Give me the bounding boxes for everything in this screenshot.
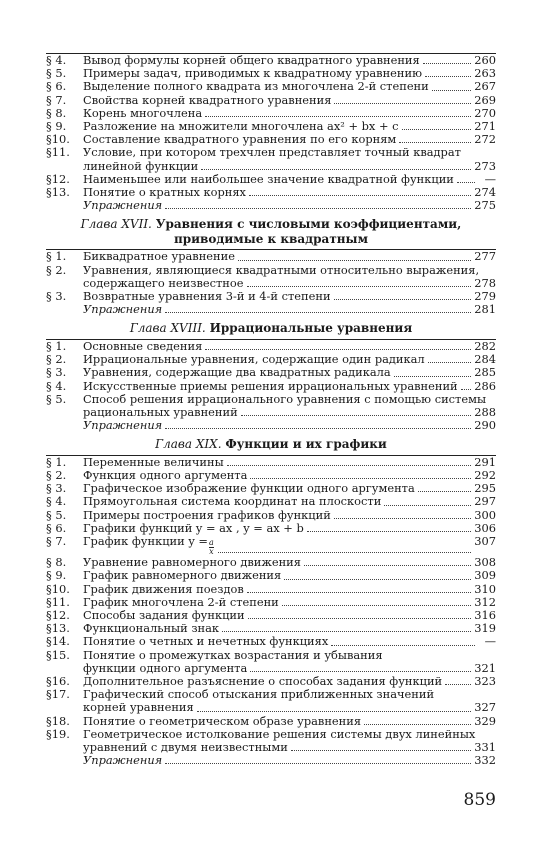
entry-number: § 4. bbox=[46, 378, 67, 393]
entry-page: 274 bbox=[474, 185, 496, 200]
entry-number: § 8. bbox=[46, 555, 67, 570]
entry-title: График многочлена 2-й степени bbox=[83, 594, 279, 609]
entry-page: 277 bbox=[474, 249, 496, 264]
entry-number: § 9. bbox=[46, 119, 67, 134]
entry-body bbox=[83, 264, 496, 290]
entry-title: Биквадратное уравнение bbox=[83, 249, 235, 264]
entry-page: 292 bbox=[474, 468, 496, 483]
entry-page: 291 bbox=[474, 454, 496, 469]
toc-entry[interactable] bbox=[46, 583, 496, 596]
entry-body bbox=[83, 495, 496, 508]
dot-leader bbox=[247, 592, 471, 593]
chapter-title: Уравнения с числовыми коэффициентами, bbox=[155, 217, 462, 232]
toc-entry[interactable] bbox=[46, 688, 496, 714]
entry-title: Прямоугольная система координат на плоскости bbox=[83, 494, 382, 509]
entry-number: § 5. bbox=[46, 507, 67, 522]
entry-body bbox=[83, 583, 496, 596]
entry-number: § 1. bbox=[46, 338, 67, 353]
toc-entry[interactable] bbox=[46, 419, 496, 432]
entry-line bbox=[83, 583, 496, 596]
entry-title: Уравнение равномерного движения bbox=[83, 555, 301, 570]
entry-body bbox=[83, 649, 496, 675]
entry-page: 282 bbox=[474, 338, 496, 353]
entry-number: § 4. bbox=[46, 53, 67, 67]
toc-entry[interactable] bbox=[46, 366, 496, 379]
entry-line bbox=[83, 160, 496, 173]
dot-leader bbox=[428, 362, 472, 363]
chapter-title: приводимые к квадратным bbox=[173, 231, 369, 246]
entry-line bbox=[83, 146, 496, 159]
entry-page: 267 bbox=[474, 79, 496, 94]
toc-entry[interactable] bbox=[46, 495, 496, 508]
entry-title: Искусственные приемы решения иррациональных уравнений bbox=[83, 378, 458, 393]
entry-line bbox=[83, 728, 496, 741]
entry-body bbox=[83, 366, 496, 379]
fraction-numerator: a bbox=[208, 538, 214, 548]
entry-page: 286 bbox=[474, 378, 496, 393]
dot-leader bbox=[423, 63, 472, 64]
entry-page: 307 bbox=[474, 534, 496, 549]
chapter-heading bbox=[46, 437, 496, 452]
entry-title: Условие, при котором трехчлен представляет точный квадрат bbox=[83, 145, 461, 160]
entry-page: 271 bbox=[474, 119, 496, 134]
entry-title: уравнений с двумя неизвестными bbox=[83, 739, 288, 754]
entry-line bbox=[83, 303, 496, 316]
entry-title: Наименьшее или наибольшее значение квадратной функции bbox=[83, 171, 454, 186]
entry-title: Графики функций y = ax , y = ax + b bbox=[83, 520, 304, 535]
dot-leader bbox=[222, 631, 471, 632]
chapter-label: Глава XVIII. bbox=[129, 321, 206, 336]
dot-leader bbox=[418, 491, 471, 492]
entry-number: §10. bbox=[46, 132, 70, 147]
entry-body bbox=[83, 728, 496, 754]
entry-page: 316 bbox=[474, 607, 496, 622]
toc-entry[interactable] bbox=[46, 754, 496, 767]
dot-leader bbox=[457, 182, 475, 183]
dot-leader bbox=[307, 531, 472, 532]
entry-body bbox=[83, 199, 496, 212]
entry-number: § 7. bbox=[46, 92, 67, 107]
toc-entry[interactable] bbox=[46, 80, 496, 93]
dot-leader bbox=[399, 142, 471, 143]
entry-page: 288 bbox=[474, 404, 496, 419]
page-number: 859 bbox=[463, 790, 496, 810]
entry-page: 278 bbox=[474, 275, 496, 290]
toc-entry[interactable] bbox=[46, 94, 496, 107]
dot-leader bbox=[334, 518, 471, 519]
entry-body bbox=[83, 80, 496, 93]
entry-line bbox=[83, 495, 496, 508]
dot-leader bbox=[250, 671, 471, 672]
entry-page: 327 bbox=[474, 700, 496, 715]
entry-title: Графическое изображение функции одного аргумента bbox=[83, 481, 415, 496]
entry-body bbox=[83, 688, 496, 714]
dot-leader bbox=[334, 299, 472, 300]
entry-title: Корень многочлена bbox=[83, 105, 203, 120]
entry-title: Функциональный знак bbox=[83, 621, 220, 636]
entry-line bbox=[83, 701, 496, 714]
dot-leader bbox=[364, 724, 471, 725]
entry-title: Понятие о геометрическом образе уравнения bbox=[83, 713, 362, 728]
entry-line bbox=[83, 199, 496, 212]
dot-leader bbox=[165, 428, 471, 429]
toc-entry[interactable] bbox=[46, 649, 496, 675]
chapter-heading bbox=[46, 321, 496, 336]
entry-line bbox=[83, 419, 496, 432]
entry-page: 297 bbox=[474, 494, 496, 509]
dot-leader bbox=[247, 286, 472, 287]
dot-leader bbox=[402, 129, 472, 130]
entry-title: График движения поездов bbox=[83, 581, 244, 596]
entry-title: График функции y = bbox=[83, 534, 208, 549]
entry-page: 300 bbox=[474, 507, 496, 522]
entry-line bbox=[83, 80, 496, 93]
entry-number: §15. bbox=[46, 647, 70, 662]
dot-leader bbox=[282, 605, 471, 606]
entry-title: Переменные величины bbox=[83, 454, 224, 469]
entry-body bbox=[83, 754, 496, 767]
entry-title: функции одного аргумента bbox=[83, 660, 248, 675]
fraction bbox=[209, 539, 214, 556]
entry-page: — bbox=[484, 171, 496, 186]
entry-page: 284 bbox=[474, 352, 496, 367]
entry-number: § 1. bbox=[46, 249, 67, 264]
toc-entry[interactable] bbox=[46, 596, 496, 609]
dot-leader bbox=[248, 618, 472, 619]
toc-group bbox=[46, 437, 496, 767]
chapter-heading-line bbox=[46, 321, 496, 336]
entry-number: §11. bbox=[46, 594, 70, 609]
entry-line bbox=[83, 393, 496, 406]
dot-leader bbox=[205, 349, 471, 350]
entry-line bbox=[83, 264, 496, 277]
entry-title: корней уравнения bbox=[83, 700, 194, 715]
entry-title: Способ решения иррационального уравнения с помощью системы bbox=[83, 391, 487, 406]
toc-entry[interactable] bbox=[46, 728, 496, 754]
chapter-heading bbox=[46, 217, 496, 246]
entry-number: § 5. bbox=[46, 66, 67, 81]
entry-page: 319 bbox=[474, 621, 496, 636]
entry-page: 270 bbox=[474, 105, 496, 120]
entry-body bbox=[83, 535, 496, 556]
dot-leader bbox=[291, 750, 471, 751]
entry-title: Примеры построения графиков функций bbox=[83, 507, 331, 522]
entry-page: 331 bbox=[474, 739, 496, 754]
entry-page: 285 bbox=[474, 365, 496, 380]
dot-leader bbox=[205, 116, 471, 117]
entry-body bbox=[83, 509, 496, 522]
entry-title: линейной функции bbox=[83, 158, 199, 173]
entry-page: 295 bbox=[474, 481, 496, 496]
toc-entry[interactable] bbox=[46, 569, 496, 582]
entry-number: §17. bbox=[46, 687, 70, 702]
entry-title: Разложение на множители многочлена ax² + bx + c bbox=[83, 119, 399, 134]
entry-title: Понятие о промежутках возрастания и убывания bbox=[83, 647, 383, 662]
entry-line bbox=[83, 569, 496, 582]
entry-title: Упражнения bbox=[83, 753, 163, 768]
entry-title: График равномерного движения bbox=[83, 568, 282, 583]
entry-page: 263 bbox=[474, 66, 496, 81]
dot-leader bbox=[241, 415, 472, 416]
toc-entry[interactable] bbox=[46, 199, 496, 212]
chapter-title: Иррациональные уравнения bbox=[209, 321, 413, 336]
entry-page: 309 bbox=[474, 568, 496, 583]
entry-number: § 2. bbox=[46, 352, 67, 367]
entry-title: Графический способ отыскания приближенных значений bbox=[83, 687, 435, 702]
chapter-heading-line bbox=[46, 437, 496, 452]
entry-page: 279 bbox=[474, 289, 496, 304]
toc-entry[interactable] bbox=[46, 535, 496, 556]
entry-line bbox=[83, 662, 496, 675]
fraction-denominator: x bbox=[209, 547, 214, 557]
entry-page: 332 bbox=[474, 753, 496, 768]
entry-title: Уравнения, являющиеся квадратными относительно выражения, bbox=[83, 262, 480, 277]
entry-title: Понятие о четных и нечетных функциях bbox=[83, 634, 329, 649]
entry-body bbox=[83, 419, 496, 432]
entry-page: 272 bbox=[474, 132, 496, 147]
entry-number: §19. bbox=[46, 726, 70, 741]
entry-page: 329 bbox=[474, 713, 496, 728]
entry-number: § 2. bbox=[46, 468, 67, 483]
entry-title: содержащего неизвестное bbox=[83, 275, 244, 290]
dot-leader bbox=[238, 260, 471, 261]
entry-body bbox=[83, 393, 496, 419]
entry-title: Иррациональные уравнения, содержащие один радикал bbox=[83, 352, 425, 367]
entry-number: §16. bbox=[46, 673, 70, 688]
entry-title: Примеры задач, приводимых к квадратному уравнению bbox=[83, 66, 423, 81]
entry-page: 290 bbox=[474, 418, 496, 433]
dot-leader bbox=[284, 579, 471, 580]
entry-number: § 6. bbox=[46, 520, 67, 535]
toc-entry[interactable] bbox=[46, 264, 496, 290]
table-of-contents bbox=[46, 53, 496, 767]
toc-group bbox=[46, 217, 496, 316]
entry-page: 260 bbox=[474, 53, 496, 67]
dot-leader bbox=[425, 76, 471, 77]
toc-entry[interactable] bbox=[46, 146, 496, 172]
dot-leader bbox=[197, 711, 472, 712]
entry-title: Упражнения bbox=[83, 302, 163, 317]
entry-page: 312 bbox=[474, 594, 496, 609]
entry-number: §12. bbox=[46, 171, 70, 186]
entry-page: 308 bbox=[474, 555, 496, 570]
entry-page: 269 bbox=[474, 92, 496, 107]
entry-number: §18. bbox=[46, 713, 70, 728]
entry-page: 281 bbox=[474, 302, 496, 317]
entry-number: § 6. bbox=[46, 79, 67, 94]
entry-number: §11. bbox=[46, 145, 70, 160]
entry-title: Свойства корней квадратного уравнения bbox=[83, 92, 332, 107]
entry-number: § 3. bbox=[46, 365, 67, 380]
entry-body bbox=[83, 146, 496, 172]
entry-body bbox=[83, 94, 496, 107]
entry-title: Основные сведения bbox=[83, 338, 203, 353]
dot-leader bbox=[384, 505, 471, 506]
entry-title: Упражнения bbox=[83, 198, 163, 213]
entry-title: Способы задания функции bbox=[83, 607, 245, 622]
dot-leader bbox=[201, 169, 471, 170]
entry-number: §13. bbox=[46, 621, 70, 636]
entry-title: Упражнения bbox=[83, 418, 163, 433]
entry-number: § 3. bbox=[46, 481, 67, 496]
dot-leader bbox=[304, 565, 471, 566]
dot-leader bbox=[250, 478, 471, 479]
entry-line bbox=[83, 535, 496, 556]
toc-group bbox=[46, 321, 496, 432]
entry-title: Уравнения, содержащие два квадратных радикала bbox=[83, 365, 391, 380]
entry-number: § 1. bbox=[46, 454, 67, 469]
dot-leader bbox=[165, 208, 471, 209]
entry-title: Выделение полного квадрата из многочлена 2-й степени bbox=[83, 79, 429, 94]
dot-leader bbox=[227, 465, 472, 466]
entry-number: §13. bbox=[46, 185, 70, 200]
entry-page: 275 bbox=[474, 198, 496, 213]
entry-number: §10. bbox=[46, 581, 70, 596]
dot-leader bbox=[165, 312, 471, 313]
entry-number: § 5. bbox=[46, 391, 67, 406]
entry-page: — bbox=[484, 634, 496, 649]
entry-number: § 2. bbox=[46, 262, 67, 277]
entry-line bbox=[83, 94, 496, 107]
dot-leader bbox=[445, 684, 471, 685]
toc-entry[interactable] bbox=[46, 509, 496, 522]
chapter-heading-line bbox=[46, 232, 496, 247]
dot-leader bbox=[334, 103, 471, 104]
entry-title: Составление квадратного уравнения по его корням bbox=[83, 132, 397, 147]
entry-page: 273 bbox=[474, 158, 496, 173]
entry-page: 310 bbox=[474, 581, 496, 596]
toc-entry[interactable] bbox=[46, 303, 496, 316]
entry-page: 323 bbox=[474, 673, 496, 688]
entry-line bbox=[83, 596, 496, 609]
entry-body bbox=[83, 303, 496, 316]
dot-leader bbox=[331, 645, 475, 646]
entry-number: § 4. bbox=[46, 494, 67, 509]
dot-leader bbox=[461, 389, 472, 390]
entry-body bbox=[83, 596, 496, 609]
chapter-title: Функции и их графики bbox=[225, 437, 387, 452]
entry-page: 306 bbox=[474, 520, 496, 535]
chapter-heading-line bbox=[46, 217, 496, 232]
dot-leader bbox=[218, 552, 472, 553]
entry-number: § 9. bbox=[46, 568, 67, 583]
entry-number: § 3. bbox=[46, 289, 67, 304]
dot-leader bbox=[165, 763, 471, 764]
entry-line bbox=[83, 509, 496, 522]
dot-leader bbox=[432, 90, 472, 91]
entry-line bbox=[83, 754, 496, 767]
entry-body bbox=[83, 569, 496, 582]
toc-entry[interactable] bbox=[46, 393, 496, 419]
entry-title: Понятие о кратных корнях bbox=[83, 185, 246, 200]
entry-number: § 7. bbox=[46, 534, 67, 549]
entry-line bbox=[83, 366, 496, 379]
entry-title: Функция одного аргумента bbox=[83, 468, 248, 483]
entry-title: Дополнительное разъяснение о способах задания функций bbox=[83, 673, 443, 688]
entry-number: § 8. bbox=[46, 105, 67, 120]
chapter-label: Глава XIX. bbox=[155, 437, 222, 452]
entry-line bbox=[83, 649, 496, 662]
entry-title: Геометрическое истолкование решения системы двух линейных bbox=[83, 726, 476, 741]
entry-title: рациональных уравнений bbox=[83, 404, 238, 419]
toc-group bbox=[46, 53, 496, 212]
dot-leader bbox=[394, 376, 472, 377]
entry-number: §12. bbox=[46, 607, 70, 622]
entry-number: §14. bbox=[46, 634, 70, 649]
entry-title: Вывод формулы корней общего квадратного уравнения bbox=[83, 53, 420, 67]
chapter-label: Глава XVII. bbox=[80, 217, 152, 232]
entry-page: 321 bbox=[474, 660, 496, 675]
entry-title: Возвратные уравнения 3-й и 4-й степени bbox=[83, 289, 331, 304]
dot-leader bbox=[249, 195, 471, 196]
